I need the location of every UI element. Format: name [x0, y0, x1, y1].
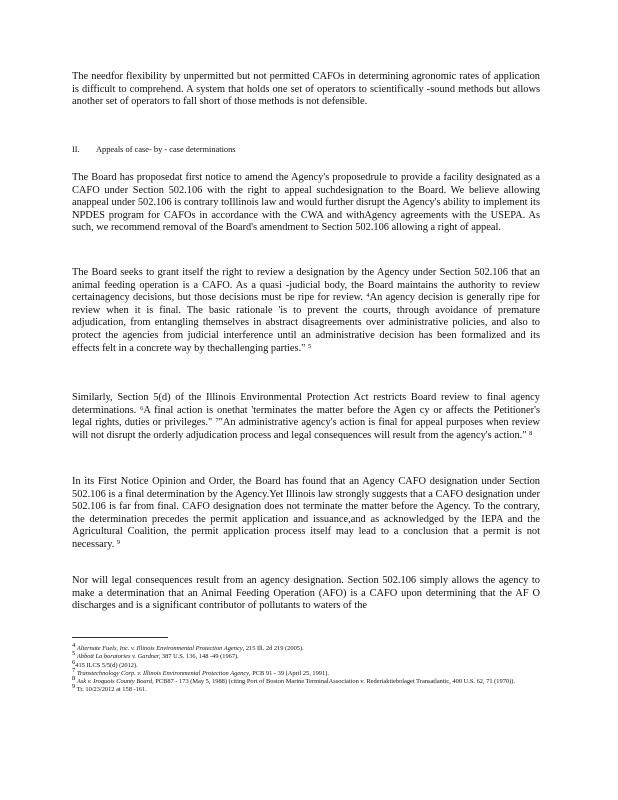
- footnote-ref: 8: [529, 429, 533, 437]
- footnote-ref: 7: [215, 417, 219, 425]
- footnote-citation: 415 ILCS 5/5(d) (2012).: [75, 661, 138, 669]
- footnote-number: 9: [72, 683, 76, 691]
- footnote-citation: , PCB87 - 173 (May 5, 1988) (citing Port of Boston Marine TerminalAssociation v. Rederiaktiebolaget Transatlantic, 400 U.S. 62, 71 (1970)).: [152, 678, 515, 686]
- text-segment: A final action is onethat 'terminates the matter before the Agen cy or affects the Petitioner's legal rights, duties or privileges.": [72, 404, 540, 429]
- footnote-item: [72, 650, 542, 661]
- footnote-ref: 5: [308, 342, 312, 350]
- footnote-item: [72, 683, 542, 694]
- paragraph-flexibility: The needfor flexibility by unpermitted but not permitted CAFOs in determining agronomic rates of application is difficult to comprehend. A system that holds one set of operators to scientifically -sound methods but allows another set of operators to fall short of those methods is not defensible.: [72, 71, 540, 108]
- footnote-citation: 387 U.S. 136, 148 -49 (1967).: [160, 653, 239, 661]
- footnote-case-name: Ask v. Iroquois County Board: [76, 678, 153, 686]
- section-number: II.: [72, 145, 80, 154]
- footnote-number: 7: [72, 666, 76, 674]
- footnote-item: [72, 658, 542, 670]
- footnote-citation: , PCB 91 - 39 (April 25, 1991).: [249, 669, 329, 677]
- paragraph-final-determinations: [72, 392, 540, 442]
- section-title: Appeals of case- by - case determinations: [96, 145, 236, 154]
- footnote-ref: 9: [116, 538, 121, 546]
- footnote-ref: 4: [366, 292, 370, 300]
- footnote-number: 5: [72, 650, 76, 658]
- footnote-number: 6: [72, 658, 76, 666]
- footnotes-list: [72, 642, 542, 695]
- paragraph-board-review: [72, 267, 540, 355]
- footnote-case-name: Transtechnology Corp. v. Illinois Environmental Protection Agency: [76, 669, 250, 677]
- paragraph-first-notice: [72, 476, 540, 552]
- footnote-item: [72, 666, 542, 678]
- text-segment: Similarly, Section 5(d) of the Illinois Environmental Protection Act restricts Board review to final agency determinations.: [72, 392, 540, 416]
- footnote-case-name: Abbott La boratories v. Gardner,: [76, 653, 161, 661]
- footnote-divider: [72, 637, 168, 638]
- footnote-citation: Tr. 10/23/2012 at 158 -161.: [76, 686, 147, 694]
- text-segment: In its First Notice Opinion and Order, the Board has found that an Agency CAFO designation under Section 502.106 is a final determination by the Agency.Yet Illinois law strongly suggests that a CAFO designation under 502.106 is far from final. CAFO designation does not terminate the matter before the Agency. To the contrary, the determination precedes the permit application and issuance,and as acknowledged by the IEPA and the Agricultural Coalition, the permit application process itself may lead to a conclusion that a permit is not necessary.: [72, 476, 540, 550]
- paragraph-legal-consequences: Nor will legal consequences result from an agency designation. Section 502.106 simply allows the agency to make a determination that an Animal Feeding Operation (AFO) is a CAFO upon determining that the AF O discharges and is a significant contributor of pollutants to waters of the: [72, 575, 540, 612]
- section-heading: [72, 144, 540, 155]
- paragraph-appeal-right: The Board has proposedat first notice to amend the Agency's proposedrule to provide a facility designated as a CAFO under Section 502.106 with the right to appeal suchdesignation to the Board. We believe allowing anappeal under 502.106 is contrary toIllinois law and would further disrupt the Agency's ability to implement its NPDES program for CAFOs in accordance with the CWA and withAgency agreements with the USEPA. As such, we recommend removal of the Board's amendment to Section 502.106 allowing a right of appeal.: [72, 172, 540, 234]
- footnote-number: 8: [72, 675, 76, 683]
- footnote-case-name: Alternate Fuels, Inc. v. Illinois Environmental Protection Agency: [76, 645, 243, 652]
- footnote-citation: , 215 Ill. 2d 219 (2005).: [242, 645, 304, 652]
- text-segment: The Board seeks to grant itself the right to review a designation by the Agency under Section 502.106 that an animal feeding operation is a CAFO. As a quasi -judicial body, the Board maintains the authority to review certainagency decisions, but those decisions must be ripe for review.: [72, 267, 540, 304]
- footnote-number: 4: [72, 642, 76, 649]
- text-segment: "An administrative agency's action is final for appeal purposes when review will not disrupt the orderly adjudication process and legal consequences will result from the agency's action.": [72, 417, 540, 441]
- text-segment: An agency decision is generally ripe for review when it is final. The basic rationale 'is to prevent the courts, through avoidance of premature adjudication, from entangling themselves in abstract disagreements over administrative policies, and also to protect the agencies from judicial interference until an administrative decision has been formalized and its effects felt in a concrete way by thechallenging parties.": [72, 292, 540, 354]
- footnote-ref: 6: [140, 404, 144, 412]
